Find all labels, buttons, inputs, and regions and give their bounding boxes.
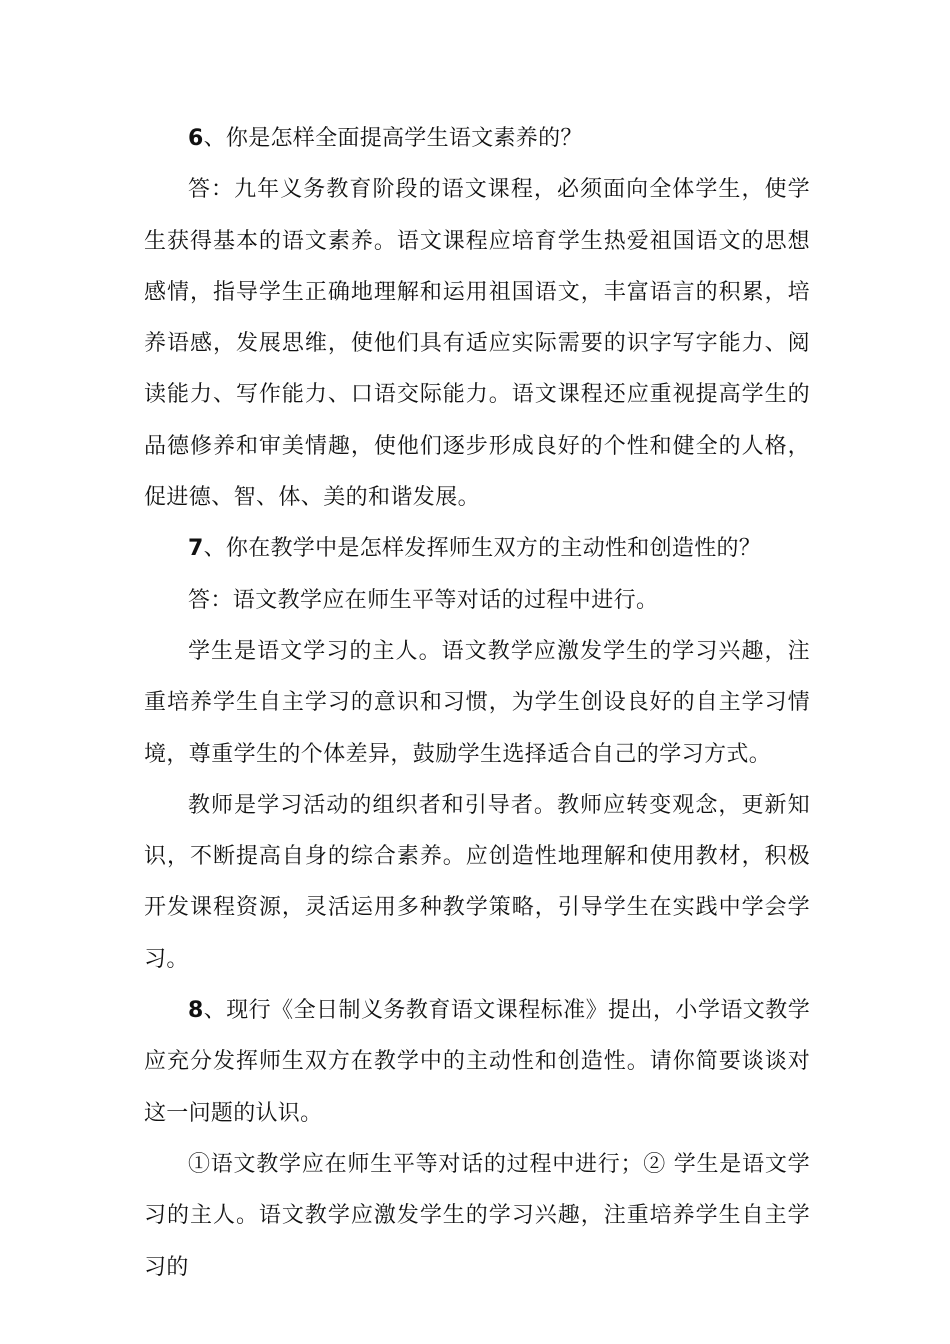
answer-6	[144, 164, 810, 523]
answer-text: ①语文教学应在师生平等对话的过程中进行；② 学生是语文学习的主人。语文教学应激发学生的学习兴趣，注重培养学生自主学习的	[144, 1151, 810, 1280]
question-7	[144, 523, 810, 574]
answer-7-students	[144, 626, 810, 780]
answer-text: 答：九年义务教育阶段的语文课程，必须面向全体学生，使学生获得基本的语文素养。语文课程应培育学生热爱祖国语文的思想感情，指导学生正确地理解和运用祖国语文，丰富语言的积累，培养语感，发展思维，使他们具有适应实际需要的识字写字能力、阅读能力、写作能力、口语交际能力。语文课程还应重视提高学生的品德修养和审美情趣，使他们逐步形成良好的个性和健全的人格，促进德、智、体、美的和谐发展。	[144, 177, 810, 511]
question-6	[144, 113, 810, 164]
question-text: 、你在教学中是怎样发挥师生双方的主动性和创造性的？	[203, 536, 762, 562]
answer-8	[144, 1139, 810, 1293]
answer-text: 答：语文教学应在师生平等对话的过程中进行。	[188, 587, 659, 613]
answer-7-intro	[144, 575, 810, 626]
question-text: 、你是怎样全面提高学生语文素养的？	[203, 126, 583, 151]
question-number: 8	[188, 998, 204, 1024]
answer-text: 教师是学习活动的组织者和引导者。教师应转变观念，更新知识，不断提高自身的综合素养。应创造性地理解和使用教材，积极开发课程资源，灵活运用多种教学策略，引导学生在实践中学会学习。	[144, 792, 810, 972]
question-number: 6	[188, 126, 204, 151]
document-body	[144, 113, 810, 1293]
question-text: 、现行《全日制义务教育语文课程标准》提出，小学语文教学应充分发挥师生双方在教学中的主动性和创造性。请你简要谈谈对这一问题的认识。	[144, 998, 810, 1126]
question-number: 7	[188, 536, 204, 562]
answer-text: 学生是语文学习的主人。语文教学应激发学生的学习兴趣，注重培养学生自主学习的意识和习惯，为学生创设良好的自主学习情境，尊重学生的个体差异，鼓励学生选择适合自己的学习方式。	[144, 638, 810, 767]
question-8	[144, 985, 810, 1139]
answer-7-teachers	[144, 780, 810, 985]
